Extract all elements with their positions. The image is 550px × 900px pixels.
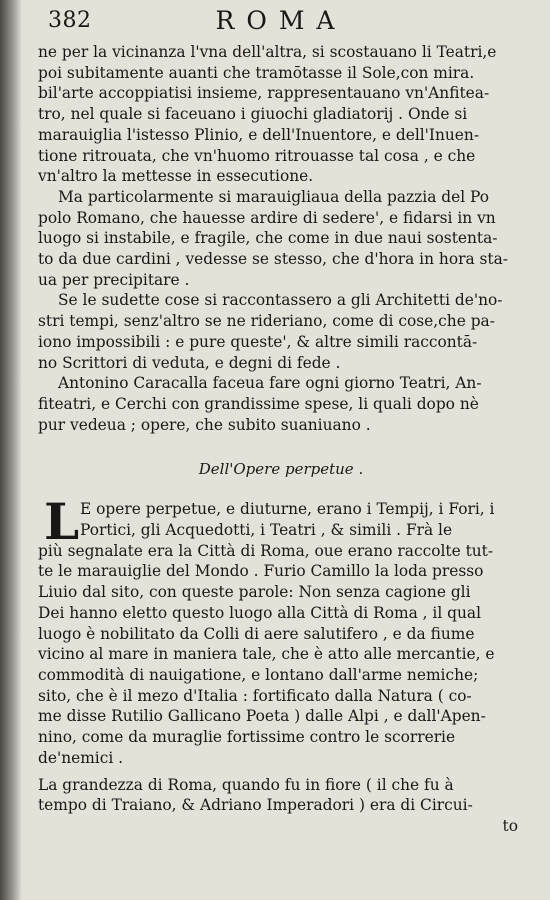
- page-header: [38, 8, 524, 42]
- text-line: to da due cardini , vedesse se stesso, che d'hora in hora sta-: [38, 250, 508, 269]
- section-heading: Dell'Opere perpetue .: [198, 460, 364, 479]
- paragraph-2: [38, 187, 524, 291]
- text-line: de'nemici .: [38, 748, 124, 767]
- text-line: tempo di Traiano, & Adriano Imperadori ) era di Circui-: [38, 796, 473, 815]
- text-line: pur vedeua ; opere, che subito suaniuano .: [38, 415, 371, 434]
- text-line: Dei hanno eletto questo luogo alla Città di Roma , il qual: [38, 603, 482, 622]
- catchword: to: [502, 816, 518, 835]
- text-line: nino, come da muraglie fortissime contro le scorrerie: [38, 728, 456, 747]
- text-line: me disse Rutilio Gallicano Poeta ) dalle Alpi , e dall'Apen-: [38, 707, 486, 726]
- text-line: fiteatri, e Cerchi con grandissime spese, li quali dopo nè: [38, 394, 479, 413]
- text-line: vn'altro la mettesse in essecutione.: [38, 167, 314, 186]
- paragraph-4: [38, 373, 524, 435]
- paragraph-3: [38, 290, 524, 373]
- text-line: iono impossibili : e pure queste', & altre simili raccontā-: [38, 332, 478, 351]
- text-line: poi subitamente auanti che tramōtasse il Sole,con mira.: [38, 63, 475, 82]
- text-line: Se le sudette cose si raccontassero a gli Architetti de'no-: [58, 291, 503, 310]
- text-line: La grandezza di Roma, quando fu in fiore ( il che fu à: [38, 775, 454, 794]
- text-line: luogo è nobilitato da Colli di aere salutifero , e da fiume: [38, 624, 475, 643]
- running-title: ROMA: [215, 6, 347, 35]
- text-line: ne per la vicinanza l'vna dell'altra, si scostauano li Teatri,e: [38, 43, 497, 61]
- paragraph-1: [38, 42, 524, 187]
- page-number: 382: [48, 8, 92, 33]
- paragraph-5: [38, 492, 524, 768]
- text-line: E opere perpetue, e diuturne, erano i Tempij, i Fori, i: [80, 500, 495, 519]
- gutter-shadow: [0, 0, 22, 900]
- text-line: tione ritrouata, che vn'huomo ritrouasse tal cosa , e che: [38, 146, 476, 165]
- text-line: ua per precipitare .: [38, 270, 190, 289]
- text-line: vicino al mare in maniera tale, che è atto alle mercantie, e: [38, 645, 495, 664]
- text-line: luogo si instabile, e fragile, che come in due naui sostenta-: [38, 229, 498, 248]
- text-line: Portici, gli Acquedotti, i Teatri , & simili . Frà le: [80, 521, 453, 540]
- text-line: stri tempi, senz'altro se ne rideriano, come di cose,che pa-: [38, 312, 495, 331]
- text-line: Antonino Caracalla faceua fare ogni giorno Teatri, An-: [58, 374, 482, 393]
- text-line: polo Romano, che hauesse ardire di sedere', e fidarsi in vn: [38, 208, 496, 227]
- text-line: no Scrittori di veduta, e degni di fede .: [38, 353, 341, 372]
- text-line: Ma particolarmente si marauigliaua della pazzia del Po: [58, 187, 490, 206]
- text-line: Liuio dal sito, con queste parole: Non senza cagione gli: [38, 583, 471, 602]
- text-line: commodità di nauigatione, e lontano dall'arme nemiche;: [38, 665, 479, 684]
- text-line: sito, che è il mezo d'Italia : fortificato dalla Natura ( co-: [38, 686, 472, 705]
- drop-cap: L: [44, 492, 80, 552]
- text-line: te le marauiglie del Mondo . Furio Camillo la loda presso: [38, 562, 484, 581]
- text-line: più segnalate era la Città di Roma, oue erano raccolte tut-: [38, 541, 494, 560]
- text-line: tro, nel quale si faceuano i giuochi gladiatorij . Onde si: [38, 105, 468, 124]
- paragraph-6: [38, 775, 524, 837]
- text-line: bil'arte accoppiatisi insieme, rappresentauano vn'Anfitea-: [38, 84, 490, 103]
- text-line: marauiglia l'istesso Plinio, e dell'Inuentore, e dell'Inuen-: [38, 125, 480, 144]
